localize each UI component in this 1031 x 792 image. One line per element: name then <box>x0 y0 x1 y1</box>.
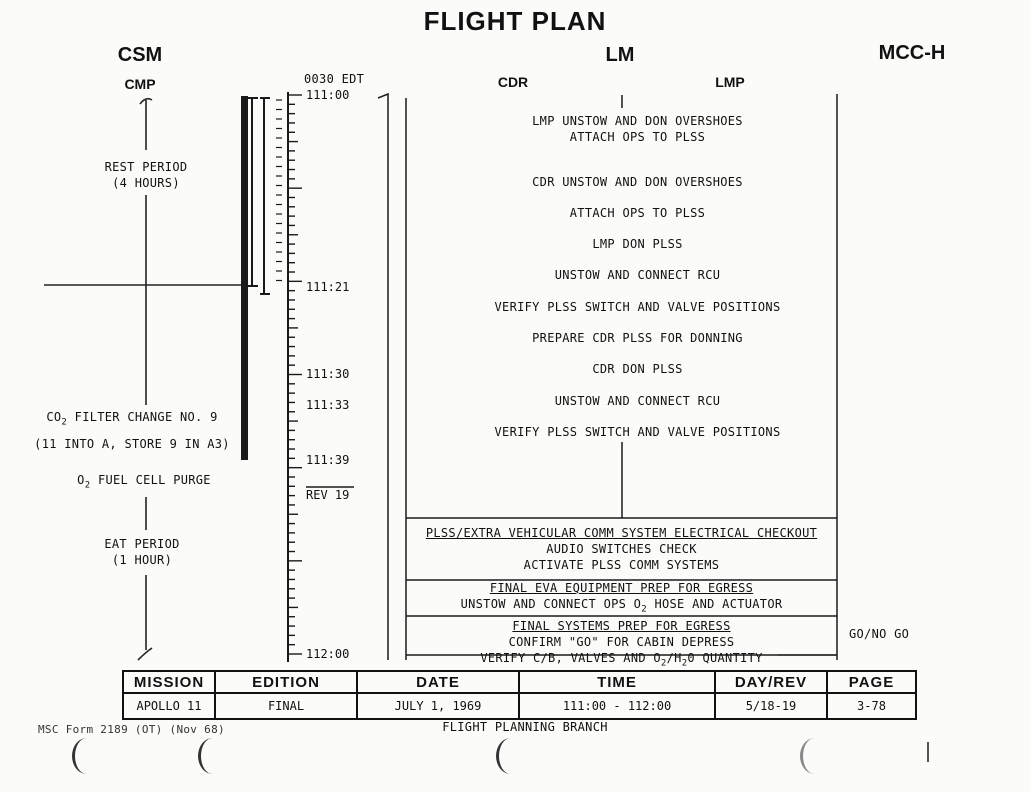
lm-activity-10: VERIFY PLSS SWITCH AND VALVE POSITIONS <box>494 425 781 439</box>
box2-line2-sub: 2 <box>641 604 647 615</box>
page-title: FLIGHT PLAN <box>423 6 607 36</box>
lm-activity-5: UNSTOW AND CONNECT RCU <box>554 268 721 282</box>
activity-1-line2: ATTACH OPS TO PLSS <box>569 130 706 144</box>
co2-rest: FILTER CHANGE NO. 9 <box>67 410 218 424</box>
box3-line3-sub1: 2 <box>660 658 667 669</box>
binder-hole-1 <box>72 738 101 774</box>
lm-activity-6: VERIFY PLSS SWITCH AND VALVE POSITIONS <box>494 300 781 314</box>
subheading-lmp: LMP <box>715 74 745 90</box>
footer-header-day-rev: DAY/REV <box>715 671 827 693</box>
time-zone-label: 0030 EDT <box>304 72 365 86</box>
binder-hole-3 <box>496 738 525 774</box>
footer-value-time: 111:00 - 112:00 <box>519 693 715 719</box>
box1-line3: ACTIVATE PLSS COMM SYSTEMS <box>523 558 720 572</box>
lm-activity-4: LMP DON PLSS <box>592 237 683 251</box>
lm-activity-8: CDR DON PLSS <box>592 362 683 376</box>
csm-co2-filter <box>24 406 240 455</box>
footer-header-time: TIME <box>519 671 715 693</box>
o2-rest: FUEL CELL PURGE <box>90 473 211 487</box>
csm-eat-period <box>86 536 198 568</box>
rest-line2: (4 HOURS) <box>112 176 180 190</box>
footer-info-table <box>122 670 917 720</box>
subheading-cmp: CMP <box>124 76 156 92</box>
box3-line3-b: 0 QUANTITY <box>687 651 763 665</box>
lm-left-line-outer <box>378 94 388 660</box>
time-label-111-33: 111:33 <box>306 398 350 412</box>
csm-bottom-hook <box>138 648 152 660</box>
lm-activity-1 <box>430 113 845 145</box>
mcc-go-no-go: GO/NO GO <box>849 627 910 641</box>
box2-line2-a: UNSTOW AND CONNECT OPS O <box>460 597 642 611</box>
rev-label: REV 19 <box>306 488 350 502</box>
footer-value-mission: APOLLO 11 <box>123 693 215 719</box>
box3-title: FINAL SYSTEMS PREP FOR EGRESS <box>512 619 731 633</box>
lm-activity-3: ATTACH OPS TO PLSS <box>569 206 706 220</box>
footer-header-date: DATE <box>357 671 519 693</box>
form-label: MSC Form 2189 (OT) (Nov 68) <box>38 723 225 736</box>
lm-box-comm-checkout <box>406 525 837 573</box>
box3-line3-mid: /H <box>666 651 682 665</box>
box3-line3 <box>406 650 837 671</box>
box2-title: FINAL EVA EQUIPMENT PREP FOR EGRESS <box>489 581 754 595</box>
co2-line2: (11 INTO A, STORE 9 IN A3) <box>34 437 230 452</box>
lm-activity-7: PREPARE CDR PLSS FOR DONNING <box>532 331 743 345</box>
column-heading-mcc: MCC-H <box>878 42 946 64</box>
footer-value-edition: FINAL <box>215 693 357 719</box>
co2-sub: 2 <box>61 417 68 428</box>
eat-line1: EAT PERIOD <box>104 537 180 551</box>
rest-line1: REST PERIOD <box>104 160 188 174</box>
footer-value-date: JULY 1, 1969 <box>357 693 519 719</box>
binder-hole-4 <box>800 738 829 774</box>
box1-line2: AUDIO SWITCHES CHECK <box>546 542 697 556</box>
lm-box-systems-prep <box>406 618 837 671</box>
branch-label: FLIGHT PLANNING BRANCH <box>442 720 608 734</box>
time-label-111-21: 111:21 <box>306 280 350 294</box>
footer-header-row <box>123 671 916 693</box>
time-label-112-00: 112:00 <box>306 647 350 661</box>
lm-activity-9: UNSTOW AND CONNECT RCU <box>554 394 721 408</box>
box3-line3-sub2: 2 <box>681 658 688 669</box>
eat-line2: (1 HOUR) <box>111 553 173 567</box>
comm-bar-thick <box>241 96 248 460</box>
footer-header-page: PAGE <box>827 671 916 693</box>
footer-header-mission: MISSION <box>123 671 215 693</box>
time-label-111-00: 111:00 <box>306 88 350 102</box>
activity-1-line1: LMP UNSTOW AND DON OVERSHOES <box>532 114 743 128</box>
time-label-111-30: 111:30 <box>306 367 350 381</box>
box1-title: PLSS/EXTRA VEHICULAR COMM SYSTEM ELECTRICAL CHECKOUT <box>425 526 818 540</box>
footer-value-day-rev: 5/18-19 <box>715 693 827 719</box>
co2-line1 <box>24 406 240 433</box>
bracket-long <box>260 98 270 294</box>
csm-o2-purge <box>60 473 228 490</box>
footer-header-edition: EDITION <box>215 671 357 693</box>
box2-line2-b: HOSE AND ACTUATOR <box>646 597 783 611</box>
box3-line2: CONFIRM "GO" FOR CABIN DEPRESS <box>508 635 735 649</box>
lm-activity-2: CDR UNSTOW AND DON OVERSHOES <box>532 175 743 189</box>
time-label-111-39: 111:39 <box>306 453 350 467</box>
o2-sub: 2 <box>84 480 91 491</box>
box2-line2 <box>406 596 837 617</box>
column-heading-csm: CSM <box>117 44 163 66</box>
binder-hole-2 <box>198 738 227 774</box>
footer-value-page: 3-78 <box>827 693 916 719</box>
subheading-cdr: CDR <box>497 74 529 90</box>
csm-rest-period <box>86 159 206 191</box>
box3-line3-a: VERIFY C/B, VALVES AND O <box>480 651 661 665</box>
o2-prefix: O <box>77 473 85 487</box>
column-heading-lm: LM <box>605 44 635 66</box>
footer-value-row <box>123 693 916 719</box>
co2-prefix: CO <box>46 410 62 424</box>
lm-box-eva-prep <box>406 580 837 617</box>
time-scale-ticks <box>276 95 302 654</box>
bracket-short <box>248 98 258 286</box>
